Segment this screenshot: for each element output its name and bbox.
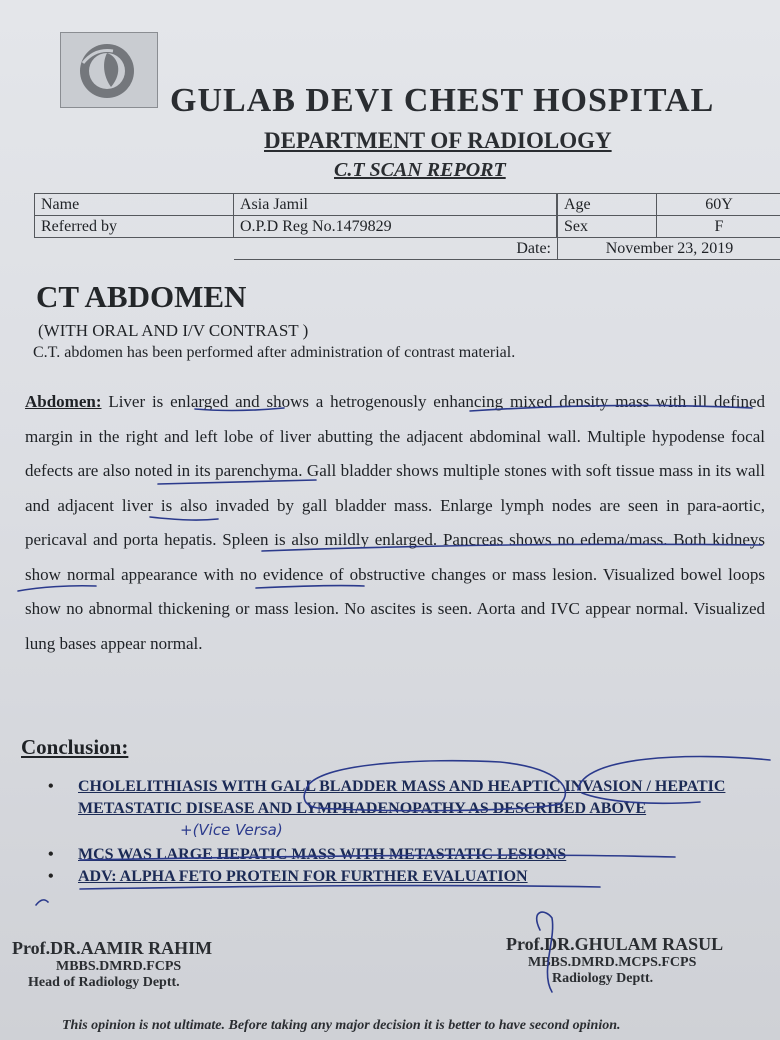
name-label: Name bbox=[35, 194, 234, 216]
referred-label: Referred by bbox=[35, 216, 234, 238]
report-date: November 23, 2019 bbox=[558, 238, 780, 260]
conclusion-list bbox=[48, 776, 780, 888]
left-signatory-name: Prof.DR.AAMIR RAHIM bbox=[12, 938, 213, 958]
right-signatory-role: Radiology Deptt. bbox=[552, 971, 654, 986]
left-signatory-qualifications: MBBS.DMRD.FCPS bbox=[56, 959, 182, 974]
exam-title: CT ABDOMEN bbox=[36, 279, 247, 314]
department-title: DEPARTMENT OF RADIOLOGY bbox=[264, 128, 612, 153]
findings-heading: Abdomen: bbox=[25, 392, 102, 411]
contrast-note: (WITH ORAL AND I/V CONTRAST ) bbox=[38, 321, 309, 340]
patient-registration: O.P.D Reg No.1479829 bbox=[234, 216, 557, 238]
hospital-logo bbox=[60, 32, 158, 108]
age-label: Age bbox=[558, 194, 657, 216]
procedure-note: C.T. abdomen has been performed after administration of contrast material. bbox=[33, 344, 516, 361]
handwritten-note: +(Vice Versa) bbox=[180, 821, 283, 839]
sex-label: Sex bbox=[558, 216, 657, 238]
findings-paragraph bbox=[25, 385, 765, 661]
conclusion-item: • ADV: ALPHA FETO PROTEIN FOR FURTHER EVALUATION bbox=[48, 866, 780, 888]
conclusion-item: • MCS WAS LARGE HEPATIC MASS WITH METASTATIC LESIONS bbox=[48, 844, 780, 866]
report-type: C.T SCAN REPORT bbox=[334, 159, 506, 181]
date-label: Date: bbox=[234, 238, 558, 260]
right-signatory-qualifications: MBBS.DMRD.MCPS.FCPS bbox=[528, 955, 697, 970]
right-signature-block bbox=[506, 934, 723, 987]
conclusion-item: • CHOLELITHIASIS WITH GALL BLADDER MASS AND HEAPTIC INVASION / HEPATIC METASTATIC DISEASE AND LYMPHADENOPATHY AS DESCRIBED ABOVE bbox=[48, 776, 780, 820]
patient-name: Asia Jamil bbox=[234, 194, 557, 216]
hospital-name: GULAB DEVI CHEST HOSPITAL bbox=[170, 82, 715, 119]
patient-info-table bbox=[34, 193, 780, 260]
left-signature-block bbox=[12, 938, 212, 991]
right-signatory-name: Prof.DR.GHULAM RASUL bbox=[506, 934, 724, 954]
left-signatory-role: Head of Radiology Deptt. bbox=[28, 975, 180, 990]
disclaimer: This opinion is not ultimate. Before taking any major decision it is better to have second opinion. bbox=[62, 1018, 621, 1033]
conclusion-heading: Conclusion: bbox=[21, 735, 129, 759]
patient-age: 60Y bbox=[657, 194, 780, 216]
findings-text: Liver is enlarged and shows a hetrogenously enhancing mixed density mass with ill defined margin in the right and left lobe of liver abutting the adjacent abdominal wall. Multiple hypodense focal defects are also noted in its parenchyma. Gall bladder shows multiple stones with soft tissue mass in its wall and adjacent liver is also invaded by gall bladder mass. Enlarge lymph nodes are seen in para-aortic, pericaval and porta hepatis. Spleen is also mildly enlarged. Pancreas shows no edema/mass. Both kidneys show normal appearance with no evidence of obstructive changes or mass lesion. Visualized bowel loops show no abnormal thickening or mass lesion. No ascites is seen. Aorta and IVC appear normal. Visualized lung bases appear normal. bbox=[25, 392, 765, 653]
patient-sex: F bbox=[657, 216, 780, 238]
